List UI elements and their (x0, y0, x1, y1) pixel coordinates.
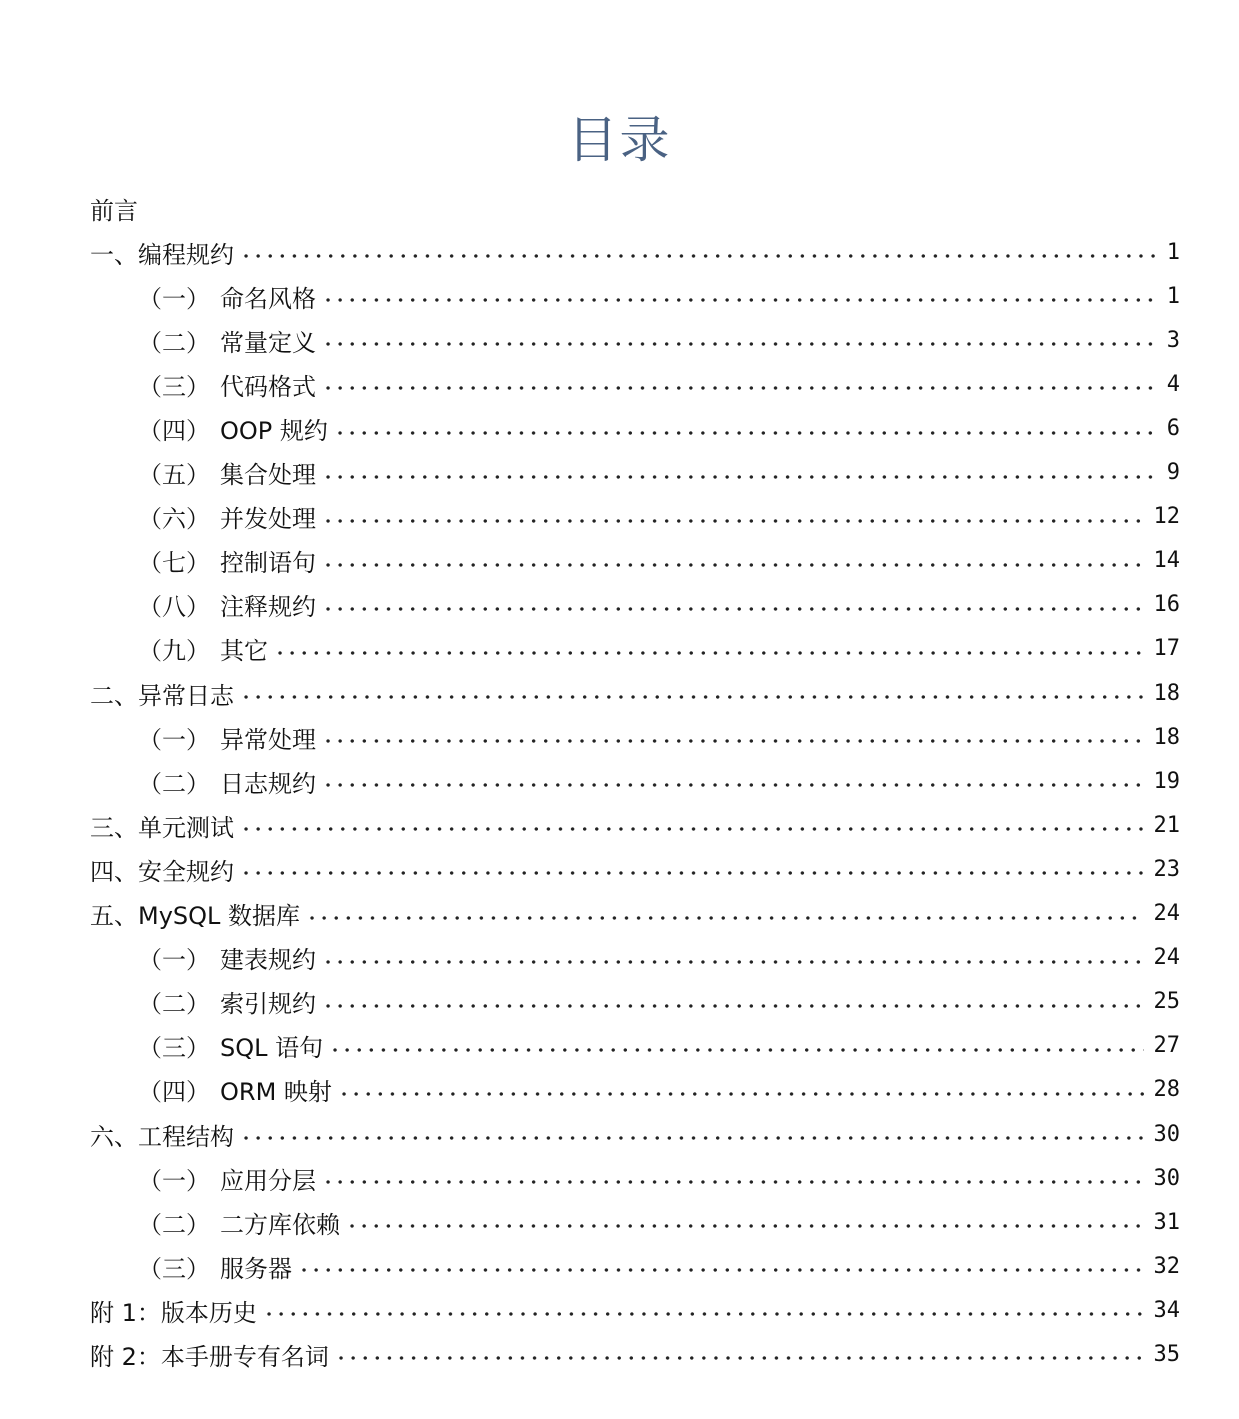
entry-number: 一、 (90, 240, 138, 269)
dot-leader (274, 650, 1144, 656)
dot-leader (240, 253, 1157, 259)
dot-leader (322, 959, 1144, 965)
entry-number: （三） (138, 1034, 210, 1063)
entry-number: （三） (138, 372, 210, 401)
toc-section-entry[interactable] (90, 1068, 1180, 1112)
dot-leader (322, 518, 1144, 524)
toc-chapter-entry[interactable] (90, 671, 1180, 715)
toc-section-entry[interactable] (90, 495, 1180, 539)
dot-leader (322, 738, 1144, 744)
entry-number: （一） (138, 946, 210, 975)
entry-page-number: 21 (1153, 812, 1180, 838)
toc-section-entry[interactable] (90, 1200, 1180, 1244)
toc-list (90, 186, 1180, 1377)
entry-title: 其它 (220, 637, 268, 666)
entry-page-number: 31 (1153, 1209, 1180, 1235)
entry-page-number: 32 (1153, 1253, 1180, 1279)
entry-title: 日志规约 (220, 769, 316, 798)
toc-title: 目录 (567, 111, 672, 169)
entry-page-number: 19 (1153, 768, 1180, 794)
entry-page-number: 35 (1153, 1341, 1180, 1367)
entry-page-number: 18 (1153, 680, 1180, 706)
entry-number: （一） (138, 725, 210, 754)
toc-chapter-entry[interactable] (90, 230, 1180, 274)
entry-page-number: 24 (1153, 945, 1180, 971)
entry-page-number: 14 (1153, 548, 1180, 574)
entry-page-number: 28 (1153, 1077, 1180, 1103)
dot-leader (322, 782, 1144, 788)
entry-page-number: 23 (1153, 856, 1180, 882)
entry-number: （九） (138, 637, 210, 666)
toc-section-entry[interactable] (90, 1244, 1180, 1288)
entry-page-number: 18 (1153, 724, 1180, 750)
entry-page-number: 24 (1153, 901, 1180, 927)
entry-title: 前言 (90, 196, 138, 225)
entry-number: （二） (138, 990, 210, 1019)
entry-number: （一） (138, 1166, 210, 1195)
entry-title: 应用分层 (220, 1166, 316, 1195)
entry-page-number: 17 (1153, 636, 1180, 662)
dot-leader (329, 1047, 1143, 1053)
entry-number: （一） (138, 284, 210, 313)
entry-page-number: 27 (1153, 1033, 1180, 1059)
dot-leader (322, 341, 1157, 347)
entry-title: 安全规约 (138, 857, 234, 886)
toc-chapter-entry[interactable] (90, 1112, 1180, 1156)
entry-page-number: 1 (1166, 239, 1180, 265)
entry-page-number: 12 (1153, 504, 1180, 530)
toc-section-entry[interactable] (90, 980, 1180, 1024)
dot-leader (322, 474, 1157, 480)
entry-title: 服务器 (220, 1254, 292, 1283)
entry-page-number: 30 (1153, 1165, 1180, 1191)
entry-number: （六） (138, 505, 210, 534)
toc-section-entry[interactable] (90, 539, 1180, 583)
entry-number: 三、 (90, 813, 138, 842)
entry-title: OOP 规约 (220, 417, 328, 446)
entry-title: 异常日志 (138, 681, 234, 710)
toc-section-entry[interactable] (90, 1024, 1180, 1068)
entry-title: 集合处理 (220, 461, 316, 490)
entry-page-number: 16 (1153, 592, 1180, 618)
entry-page-number: 34 (1153, 1297, 1180, 1323)
entry-title: 编程规约 (138, 240, 234, 269)
toc-section-entry[interactable] (90, 936, 1180, 980)
entry-title: SQL 语句 (220, 1034, 324, 1063)
entry-title: 常量定义 (220, 328, 316, 357)
entry-page-number: 25 (1153, 989, 1180, 1015)
toc-section-entry[interactable] (90, 627, 1180, 671)
toc-chapter-entry[interactable] (90, 803, 1180, 847)
entry-title: 二方库依赖 (220, 1210, 340, 1239)
entry-number: 四、 (90, 857, 138, 886)
toc-chapter-entry[interactable] (90, 1288, 1180, 1332)
entry-number: 五、 (90, 902, 138, 931)
toc-chapter-entry[interactable] (90, 186, 1180, 230)
entry-number: 附 2： (90, 1342, 161, 1371)
dot-leader (322, 385, 1157, 391)
dot-leader (338, 1091, 1144, 1097)
toc-section-entry[interactable] (90, 318, 1180, 362)
dot-leader (306, 915, 1143, 921)
entry-title: 本手册专有名词 (160, 1342, 329, 1371)
entry-number: （五） (138, 461, 210, 490)
dot-leader (240, 1135, 1144, 1141)
entry-page-number: 1 (1166, 283, 1180, 309)
entry-page-number: 9 (1166, 460, 1180, 486)
toc-section-entry[interactable] (90, 759, 1180, 803)
entry-title: 异常处理 (220, 725, 316, 754)
entry-number: 六、 (90, 1122, 138, 1151)
entry-title: 建表规约 (220, 946, 316, 975)
entry-number: （三） (138, 1254, 210, 1283)
entry-title: 并发处理 (220, 505, 316, 534)
dot-leader (322, 562, 1144, 568)
entry-number: （二） (138, 328, 210, 357)
dot-leader (322, 1179, 1144, 1185)
entry-number: （四） (138, 1078, 210, 1107)
dot-leader (240, 694, 1144, 700)
toc-chapter-entry[interactable] (90, 892, 1180, 936)
entry-page-number: 3 (1166, 327, 1180, 353)
entry-page-number: 4 (1166, 371, 1180, 397)
dot-leader (240, 826, 1144, 832)
dot-leader (334, 430, 1157, 436)
dot-leader (298, 1267, 1144, 1273)
toc-section-entry[interactable] (90, 406, 1180, 450)
entry-title: 索引规约 (220, 990, 316, 1019)
entry-number: （八） (138, 593, 210, 622)
toc-section-entry[interactable] (90, 1156, 1180, 1200)
dot-leader (322, 1003, 1144, 1009)
toc-chapter-entry[interactable] (90, 847, 1180, 891)
entry-number: 二、 (90, 681, 138, 710)
entry-number: （七） (138, 549, 210, 578)
dot-leader (240, 870, 1144, 876)
entry-title: 单元测试 (138, 813, 234, 842)
toc-section-entry[interactable] (90, 715, 1180, 759)
toc-section-entry[interactable] (90, 362, 1180, 406)
entry-title: 注释规约 (220, 593, 316, 622)
toc-chapter-entry[interactable] (90, 1332, 1180, 1376)
toc-section-entry[interactable] (90, 451, 1180, 495)
dot-leader (263, 1311, 1144, 1317)
entry-page-number: 6 (1166, 416, 1180, 442)
dot-leader (322, 606, 1144, 612)
toc-section-entry[interactable] (90, 583, 1180, 627)
toc-section-entry[interactable] (90, 274, 1180, 318)
entry-title: 代码格式 (220, 372, 316, 401)
dot-leader (322, 297, 1157, 303)
dot-leader (335, 1355, 1144, 1361)
entry-page-number: 30 (1153, 1121, 1180, 1147)
entry-title: 控制语句 (220, 549, 316, 578)
entry-title: 命名风格 (220, 284, 316, 313)
dot-leader (346, 1223, 1144, 1229)
entry-title: 工程结构 (138, 1122, 234, 1151)
entry-number: 附 1： (90, 1298, 161, 1327)
entry-title: MySQL 数据库 (138, 902, 301, 931)
entry-number: （二） (138, 1210, 210, 1239)
entry-title: ORM 映射 (220, 1078, 332, 1107)
entry-title: 版本历史 (160, 1298, 257, 1327)
entry-number: （四） (138, 417, 210, 446)
entry-number: （二） (138, 769, 210, 798)
